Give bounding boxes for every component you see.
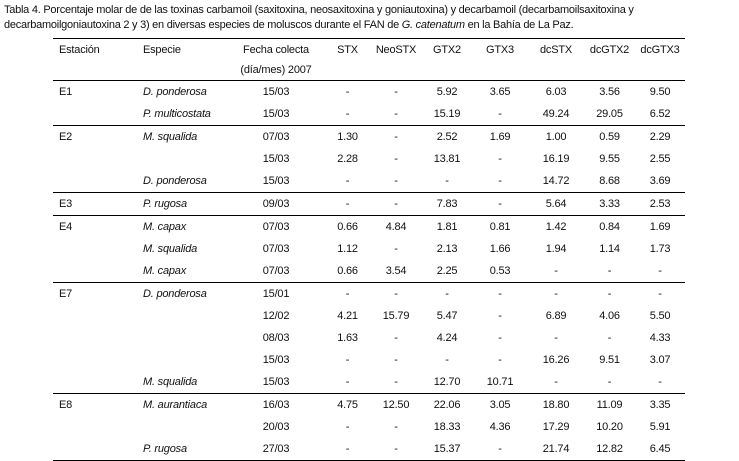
cell-gtx2: 15.37: [422, 438, 472, 461]
cell-gtx3: 0.81: [472, 216, 528, 239]
table-row: [53, 103, 685, 126]
cell-dcgtx2: 1.14: [599, 243, 620, 255]
cell-dcgtx3: -: [635, 283, 685, 306]
cell-fecha: 07/03: [262, 265, 290, 277]
header-stx: STX: [325, 39, 370, 65]
table-body: [53, 81, 685, 461]
cell-dcgtx2: 10.20: [596, 421, 623, 433]
table-row: [53, 193, 685, 216]
cell-neostx: 15.79: [382, 310, 410, 322]
cell-especie: M. capax: [143, 265, 187, 277]
cell-especie: P. rugosa: [135, 193, 227, 216]
cell-dcgtx2: 0.59: [584, 126, 635, 149]
cell-estacion: E1: [53, 81, 135, 104]
cell-gtx2: 15.19: [433, 108, 461, 120]
cell-fecha: 16/03: [227, 394, 325, 417]
cell-neostx: -: [370, 438, 422, 461]
cell-especie: M. capax: [135, 216, 227, 239]
cell-stx: -: [345, 376, 350, 388]
cell-especie: [135, 327, 227, 349]
cell-fecha: 07/03: [227, 126, 325, 149]
cell-especie: M. squalida: [143, 243, 198, 255]
cell-gtx3: 10.71: [486, 376, 514, 388]
cell-gtx2: -: [445, 354, 449, 366]
cell-gtx2: 18.33: [433, 421, 461, 433]
cell-stx: 4.75: [325, 394, 370, 417]
cell-fecha: 15/03: [262, 354, 290, 366]
cell-gtx2: 13.81: [433, 153, 461, 165]
cell-stx: -: [325, 193, 370, 216]
cell-stx: 1.30: [325, 126, 370, 149]
table-caption: [4, 3, 735, 33]
cell-dcgtx3: 3.35: [635, 394, 685, 417]
table-row: [53, 170, 685, 193]
cell-stx: -: [345, 108, 350, 120]
caption-text-end: en la Bahía de La Paz.: [464, 19, 574, 31]
cell-fecha: 08/03: [262, 332, 290, 344]
cell-dcgtx2: 4.06: [599, 310, 620, 322]
cell-dcgtx2: 29.05: [596, 108, 623, 120]
cell-stx: -: [325, 81, 370, 104]
cell-gtx2: 7.83: [422, 193, 472, 216]
cell-fecha: 15/01: [227, 283, 325, 306]
cell-estacion: [53, 305, 135, 327]
cell-especie: M. aurantiaca: [135, 394, 227, 417]
cell-neostx: -: [370, 126, 422, 149]
cell-estacion: [53, 371, 135, 394]
cell-neostx: -: [394, 175, 398, 187]
table-row: [53, 438, 685, 461]
table-row: [53, 148, 685, 170]
cell-dcgtx3: 2.29: [635, 126, 685, 149]
cell-especie: D. ponderosa: [135, 283, 227, 306]
cell-dcgtx3: 2.53: [635, 193, 685, 216]
cell-stx: -: [345, 421, 350, 433]
cell-stx: 1.63: [337, 332, 358, 344]
cell-fecha: 27/03: [227, 438, 325, 461]
cell-neostx: -: [394, 108, 398, 120]
cell-dcgtx2: 3.56: [584, 81, 635, 104]
table-row: [53, 260, 685, 283]
table-row: [53, 349, 685, 371]
cell-estacion: E8: [53, 394, 135, 417]
cell-dcstx: 6.89: [545, 310, 567, 322]
cell-fecha: 12/02: [262, 310, 290, 322]
cell-estacion: [53, 349, 135, 371]
header-dcstx: dcSTX: [528, 39, 584, 65]
cell-gtx2: 5.92: [422, 81, 472, 104]
table-row: [53, 305, 685, 327]
cell-dcstx: 16.26: [542, 354, 570, 366]
cell-gtx3: -: [498, 310, 502, 322]
cell-estacion: [53, 103, 135, 126]
cell-especie: M. squalida: [143, 376, 198, 388]
caption-species-name: G. catenatum: [401, 19, 465, 31]
cell-neostx: -: [370, 81, 422, 104]
table-row: [53, 216, 685, 239]
cell-gtx3: 3.65: [472, 81, 528, 104]
cell-gtx3: -: [498, 108, 502, 120]
cell-especie: P. rugosa: [135, 438, 227, 461]
cell-neostx: 4.84: [370, 216, 422, 239]
cell-dcgtx3: 9.50: [635, 81, 685, 104]
cell-dcstx: 6.03: [528, 81, 584, 104]
cell-especie: [135, 349, 227, 371]
cell-dcgtx3: 5.50: [649, 310, 671, 322]
cell-gtx3: -: [498, 332, 502, 344]
header-dcgtx3: dcGTX3: [635, 39, 685, 65]
cell-dcgtx3: 5.91: [649, 421, 671, 433]
cell-stx: -: [345, 175, 350, 187]
cell-neostx: -: [394, 376, 398, 388]
header-row-second: [53, 64, 685, 81]
cell-gtx2: 2.52: [422, 126, 472, 149]
cell-stx: 4.21: [337, 310, 358, 322]
cell-dcstx: -: [554, 376, 558, 388]
cell-dcstx: 5.64: [528, 193, 584, 216]
cell-estacion: [53, 170, 135, 193]
cell-fecha: 15/03: [262, 175, 290, 187]
cell-dcgtx2: 0.84: [584, 216, 635, 239]
cell-dcgtx3: 6.52: [649, 108, 671, 120]
cell-stx: -: [325, 283, 370, 306]
cell-especie: [135, 305, 227, 327]
cell-gtx2: 4.24: [436, 332, 458, 344]
cell-dcgtx2: 9.55: [599, 153, 620, 165]
cell-dcstx: 21.74: [528, 438, 584, 461]
cell-fecha: 15/03: [262, 108, 290, 120]
cell-gtx3: -: [472, 193, 528, 216]
header-neostx: NeoSTX: [370, 39, 422, 65]
cell-neostx: -: [394, 421, 398, 433]
cell-gtx3: 0.53: [489, 265, 511, 277]
table-row: [53, 394, 685, 417]
cell-fecha: 07/03: [227, 216, 325, 239]
cell-dcgtx3: 1.69: [635, 216, 685, 239]
cell-gtx2: 2.13: [436, 243, 458, 255]
header-dcgtx2: dcGTX2: [584, 39, 635, 65]
table-row: [53, 81, 685, 104]
cell-especie: M. squalida: [135, 126, 227, 149]
cell-neostx: -: [394, 243, 398, 255]
toxin-table: [53, 38, 685, 461]
cell-dcstx: 14.72: [542, 175, 570, 187]
cell-especie: D. ponderosa: [135, 81, 227, 104]
cell-dcgtx2: 9.51: [599, 354, 620, 366]
cell-dcstx: 49.24: [542, 108, 570, 120]
cell-neostx: -: [394, 153, 398, 165]
cell-fecha: 09/03: [227, 193, 325, 216]
cell-neostx: -: [394, 354, 398, 366]
cell-dcgtx2: -: [607, 376, 612, 388]
cell-estacion: E4: [53, 216, 135, 239]
cell-especie: [135, 148, 227, 170]
cell-dcgtx2: -: [607, 265, 612, 277]
cell-estacion: E2: [53, 126, 135, 149]
cell-gtx3: 4.36: [489, 421, 511, 433]
table-row: [53, 238, 685, 260]
cell-gtx2: 22.06: [422, 394, 472, 417]
table-row: [53, 416, 685, 438]
cell-dcgtx3: 6.45: [635, 438, 685, 461]
cell-dcgtx3: 3.07: [649, 354, 671, 366]
cell-dcgtx3: -: [658, 376, 662, 388]
cell-estacion: [53, 148, 135, 170]
cell-dcgtx3: -: [658, 265, 662, 277]
cell-stx: 0.66: [325, 216, 370, 239]
header-fecha: Fecha colecta: [227, 39, 325, 65]
header-row: [53, 39, 685, 65]
cell-estacion: [53, 438, 135, 461]
cell-dcgtx3: 3.69: [649, 175, 671, 187]
cell-estacion: E3: [53, 193, 135, 216]
cell-dcstx: -: [528, 283, 584, 306]
header-estacion: Estación: [53, 39, 135, 65]
cell-gtx2: 5.47: [436, 310, 458, 322]
cell-fecha: 15/03: [227, 81, 325, 104]
cell-gtx2: 2.25: [436, 265, 458, 277]
cell-neostx: 12.50: [370, 394, 422, 417]
cell-especie: P. multicostata: [143, 108, 211, 120]
cell-fecha: 07/03: [262, 243, 290, 255]
cell-estacion: [53, 327, 135, 349]
cell-stx: 0.66: [337, 265, 358, 277]
cell-gtx3: -: [472, 283, 528, 306]
caption-text: Tabla 4. Porcentaje molar de de las toxinas carbamoil (saxitoxina, neosaxitoxina y goniautoxina) y decarbamoil (decarbamoilsaxitoxina y decarbamoilgoniautoxina 2 y 3) en diversas especies de moluscos durante el FAN de: [4, 4, 634, 31]
cell-estacion: [53, 260, 135, 283]
cell-gtx2: -: [445, 175, 449, 187]
cell-fecha: 20/03: [262, 421, 290, 433]
cell-dcstx: 17.29: [542, 421, 570, 433]
cell-dcstx: -: [554, 265, 558, 277]
cell-neostx: -: [370, 283, 422, 306]
cell-neostx: 3.54: [385, 265, 407, 277]
cell-dcstx: 16.19: [542, 153, 570, 165]
cell-dcgtx2: 11.09: [584, 394, 635, 417]
header-gtx2: GTX2: [422, 39, 472, 65]
table-row: [53, 371, 685, 394]
cell-especie: D. ponderosa: [143, 175, 207, 187]
cell-fecha: 15/03: [262, 376, 290, 388]
cell-gtx2: 1.81: [422, 216, 472, 239]
cell-gtx3: -: [472, 438, 528, 461]
cell-dcstx: -: [554, 332, 558, 344]
cell-gtx2: -: [422, 283, 472, 306]
cell-dcstx: 1.42: [528, 216, 584, 239]
table-row: [53, 327, 685, 349]
cell-gtx2: 12.70: [433, 376, 461, 388]
cell-stx: -: [325, 438, 370, 461]
table-row: [53, 126, 685, 149]
cell-dcgtx2: -: [607, 332, 612, 344]
cell-dcstx: 1.00: [528, 126, 584, 149]
cell-dcgtx3: 2.55: [649, 153, 671, 165]
cell-gtx3: 1.66: [489, 243, 511, 255]
cell-gtx3: 1.69: [472, 126, 528, 149]
cell-stx: 1.12: [337, 243, 358, 255]
cell-estacion: [53, 238, 135, 260]
cell-dcgtx2: 8.68: [599, 175, 620, 187]
cell-neostx: -: [394, 332, 398, 344]
cell-estacion: [53, 416, 135, 438]
cell-gtx3: -: [498, 153, 502, 165]
cell-dcgtx2: 12.82: [584, 438, 635, 461]
cell-dcgtx3: 1.73: [649, 243, 671, 255]
cell-dcgtx3: 4.33: [649, 332, 671, 344]
cell-fecha: 15/03: [262, 153, 290, 165]
cell-dcstx: 1.94: [545, 243, 567, 255]
cell-estacion: E7: [53, 283, 135, 306]
cell-dcgtx2: 3.33: [584, 193, 635, 216]
cell-dcgtx2: -: [584, 283, 635, 306]
cell-especie: [135, 416, 227, 438]
cell-stx: -: [345, 354, 350, 366]
header-especie: Especie: [135, 39, 227, 65]
header-gtx3: GTX3: [472, 39, 528, 65]
cell-dcstx: 18.80: [528, 394, 584, 417]
cell-gtx3: 3.05: [472, 394, 528, 417]
cell-neostx: -: [370, 193, 422, 216]
cell-gtx3: -: [498, 175, 502, 187]
header-fecha-unit: (día/mes) 2007: [227, 64, 325, 81]
cell-gtx3: -: [498, 354, 502, 366]
table-row: [53, 283, 685, 306]
cell-stx: 2.28: [337, 153, 358, 165]
